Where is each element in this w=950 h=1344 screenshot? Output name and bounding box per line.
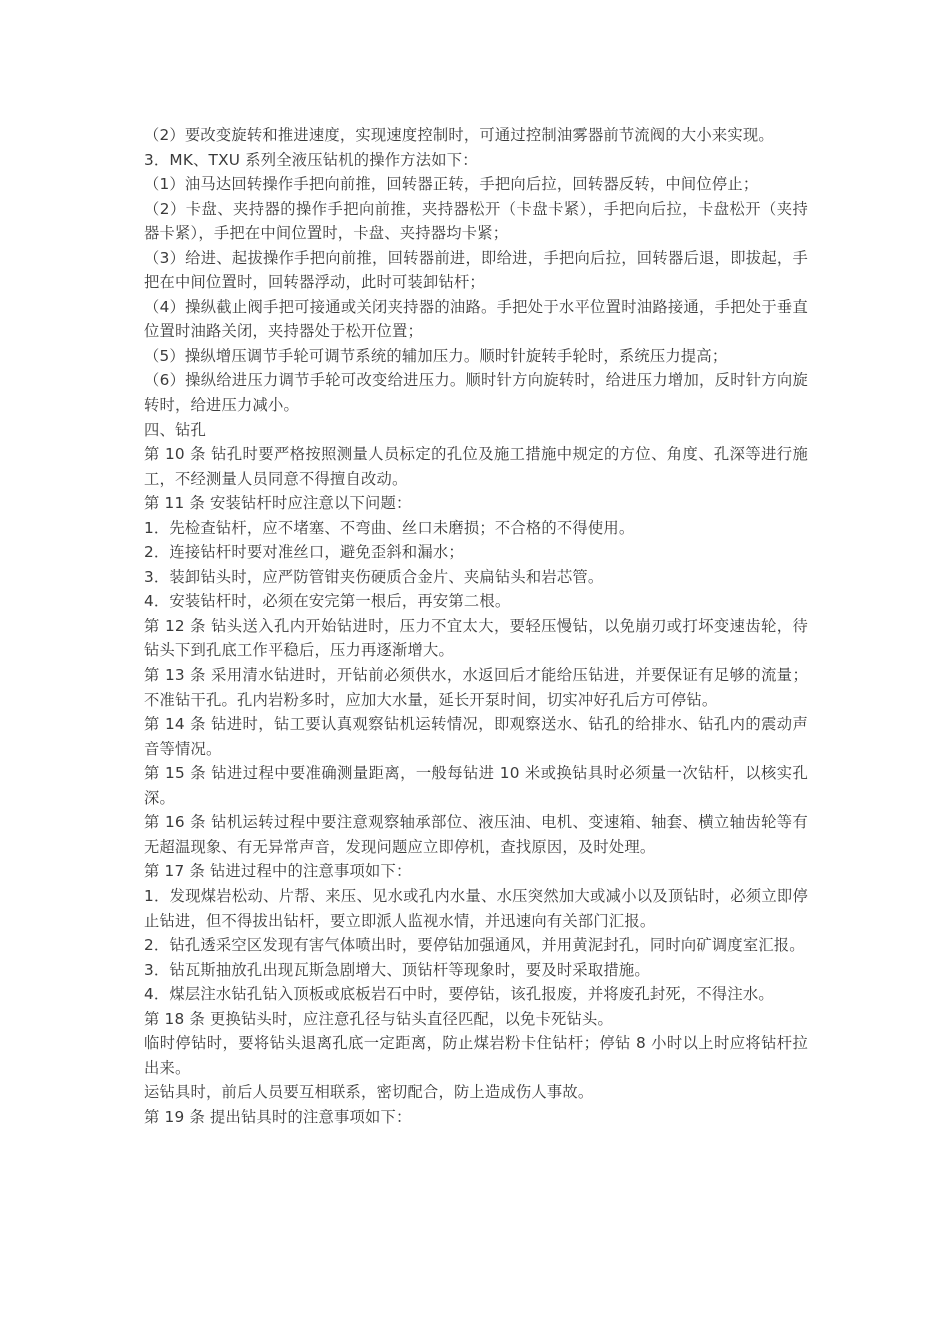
document-body xyxy=(144,123,808,1129)
paragraph: 第 10 条 钻孔时要严格按照测量人员标定的孔位及施工措施中规定的方位、角度、孔深等进行施工，不经测量人员同意不得擅自改动。 xyxy=(144,445,808,488)
paragraph: （1）油马达回转操作手把向前推，回转器正转，手把向后拉，回转器反转，中间位停止； xyxy=(144,175,759,194)
paragraph: 第 12 条 钻头送入孔内开始钻进时，压力不宜太大，要轻压慢钻，以免崩刃或打坏变速齿轮，待钻头下到孔底工作平稳后，压力再逐渐增大。 xyxy=(144,616,808,660)
paragraph: （4）操纵截止阀手把可接通或关闭夹持器的油路。手把处于水平位置时油路接通，手把处于垂直位置时油路关闭，夹持器处于松开位置； xyxy=(144,297,808,341)
paragraph: 第 19 条 提出钻具时的注意事项如下： xyxy=(144,1107,412,1126)
paragraph: （3）给进、起拔操作手把向前推，回转器前进，即给进，手把向后拉，回转器后退，即拔起，手把在中间位置时，回转器浮动，此时可装卸钻杆； xyxy=(144,248,808,292)
paragraph: 3．装卸钻头时，应严防管钳夹伤硬质合金片、夹扁钻头和岩芯管。 xyxy=(144,567,604,586)
paragraph: （2）卡盘、夹持器的操作手把向前推，夹持器松开（卡盘卡紧），手把向后拉，卡盘松开（夹持器卡紧），手把在中间位置时，卡盘、夹持器均卡紧； xyxy=(144,199,808,243)
paragraph: 1．发现煤岩松动、片帮、来压、见水或孔内水量、水压突然加大或减小以及顶钻时，必须立即停止钻进，但不得拔出钻杆，要立即派人监视水情，并迅速向有关部门汇报。 xyxy=(144,886,808,930)
section-heading: 四、钻孔 xyxy=(144,420,206,439)
paragraph: 2．钻孔透采空区发现有害气体喷出时，要停钻加强通风，并用黄泥封孔，同时向矿调度室汇报。 xyxy=(144,936,805,955)
paragraph: （5）操纵增压调节手轮可调节系统的辅加压力。顺时针旋转手轮时，系统压力提高； xyxy=(144,346,728,365)
paragraph: 第 15 条 钻进过程中要准确测量距离，一般每钻进 10 米或换钻具时必须量一次钻杆，以核实孔深。 xyxy=(144,764,808,807)
paragraph: 4．安装钻杆时，必须在安完第一根后，再安第二根。 xyxy=(144,592,511,611)
paragraph: 3．MK、TXU 系列全液压钻机的操作方法如下： xyxy=(144,150,478,169)
paragraph: 运钻具时，前后人员要互相联系，密切配合，防上造成伤人事故。 xyxy=(144,1083,594,1102)
paragraph: 3．钻瓦斯抽放孔出现瓦斯急剧增大、顶钻杆等现象时，要及时采取措施。 xyxy=(144,960,650,979)
paragraph: 第 17 条 钻进过程中的注意事项如下： xyxy=(144,862,412,881)
paragraph: （6）操纵给进压力调节手轮可改变给进压力。顺时针方向旋转时，给进压力增加，反时针方向旋转时，给进压力减小。 xyxy=(144,371,808,415)
paragraph: 临时停钻时，要将钻头退离孔底一定距离，防止煤岩粉卡住钻杆；停钻 8 小时以上时应将钻杆拉出来。 xyxy=(144,1034,808,1077)
paragraph: 第 11 条 安装钻杆时应注意以下问题： xyxy=(144,494,412,513)
paragraph: 2．连接钻杆时要对准丝口，避免歪斜和漏水； xyxy=(144,543,464,562)
paragraph: （2）要改变旋转和推进速度，实现速度控制时，可通过控制油雾器前节流阀的大小来实现。 xyxy=(144,126,774,144)
paragraph: 第 16 条 钻机运转过程中要注意观察轴承部位、液压油、电机、变速箱、轴套、横立轴齿轮等有无超温现象、有无异常声音，发现问题应立即停机，查找原因，及时处理。 xyxy=(144,813,808,856)
paragraph: 第 14 条 钻进时，钻工要认真观察钻机运转情况，即观察送水、钻孔的给排水、钻孔内的震动声音等情况。 xyxy=(144,715,808,758)
paragraph: 1．先检查钻杆，应不堵塞、不弯曲、丝口未磨损；不合格的不得使用。 xyxy=(144,518,635,537)
paragraph: 第 18 条 更换钻头时，应注意孔径与钻头直径匹配，以免卡死钻头。 xyxy=(144,1009,613,1028)
paragraph: 4．煤层注水钻孔钻入顶板或底板岩石中时，要停钻，该孔报废，并将废孔封死，不得注水。 xyxy=(144,985,774,1004)
paragraph: 第 13 条 采用清水钻进时，开钻前必须供水，水返回后才能给压钻进，并要保证有足够的流量；不准钻干孔。孔内岩粉多时，应加大水量，延长开泵时间，切实冲好孔后方可停钻。 xyxy=(144,666,808,709)
